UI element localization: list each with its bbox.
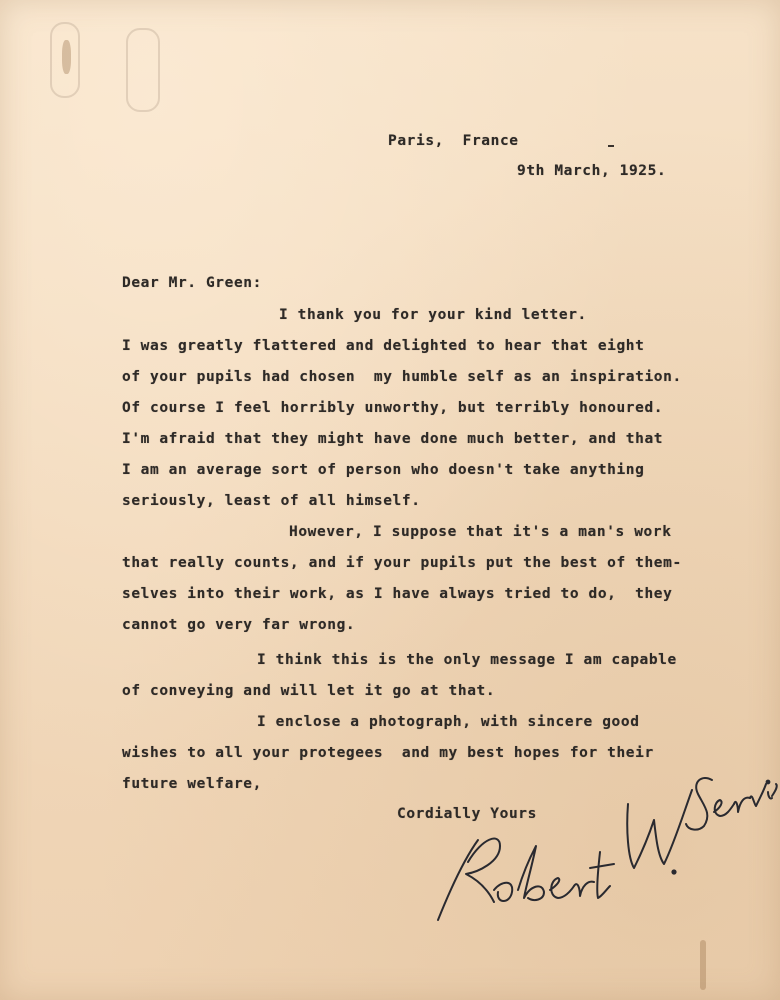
letter-closing: Cordially Yours	[397, 806, 537, 822]
paper-clip-mark	[126, 28, 160, 112]
body-line: of conveying and will let it go at that.	[122, 683, 496, 699]
body-line: seriously, least of all himself.	[122, 493, 421, 509]
rust-stain	[62, 40, 71, 74]
body-line: future welfare,	[122, 776, 262, 792]
body-line: I was greatly flattered and delighted to hear that eight	[122, 338, 645, 354]
letter-date: 9th March, 1925.	[517, 163, 667, 179]
rust-stain	[700, 940, 706, 990]
letter-place: Paris, France	[388, 133, 519, 149]
body-line: cannot go very far wrong.	[122, 617, 356, 633]
handwritten-signature	[430, 740, 780, 940]
body-line: However, I suppose that it's a man's work	[289, 524, 672, 540]
body-line: I'm afraid that they might have done much better, and that	[122, 431, 664, 447]
typed-mark	[608, 145, 614, 147]
body-line: Of course I feel horribly unworthy, but terribly honoured.	[122, 400, 664, 416]
body-line: I am an average sort of person who doesn't take anything	[122, 462, 645, 478]
body-line: that really counts, and if your pupils put the best of them-	[122, 555, 682, 571]
body-line: wishes to all your protegees and my best hopes for their	[122, 745, 654, 761]
body-line: I thank you for your kind letter.	[279, 307, 587, 323]
body-line: I enclose a photograph, with sincere good	[257, 714, 640, 730]
body-line: of your pupils had chosen my humble self as an inspiration.	[122, 369, 682, 385]
body-line: I think this is the only message I am capable	[257, 652, 677, 668]
letter-salutation: Dear Mr. Green:	[122, 275, 262, 291]
body-line: selves into their work, as I have always tried to do, they	[122, 586, 673, 602]
